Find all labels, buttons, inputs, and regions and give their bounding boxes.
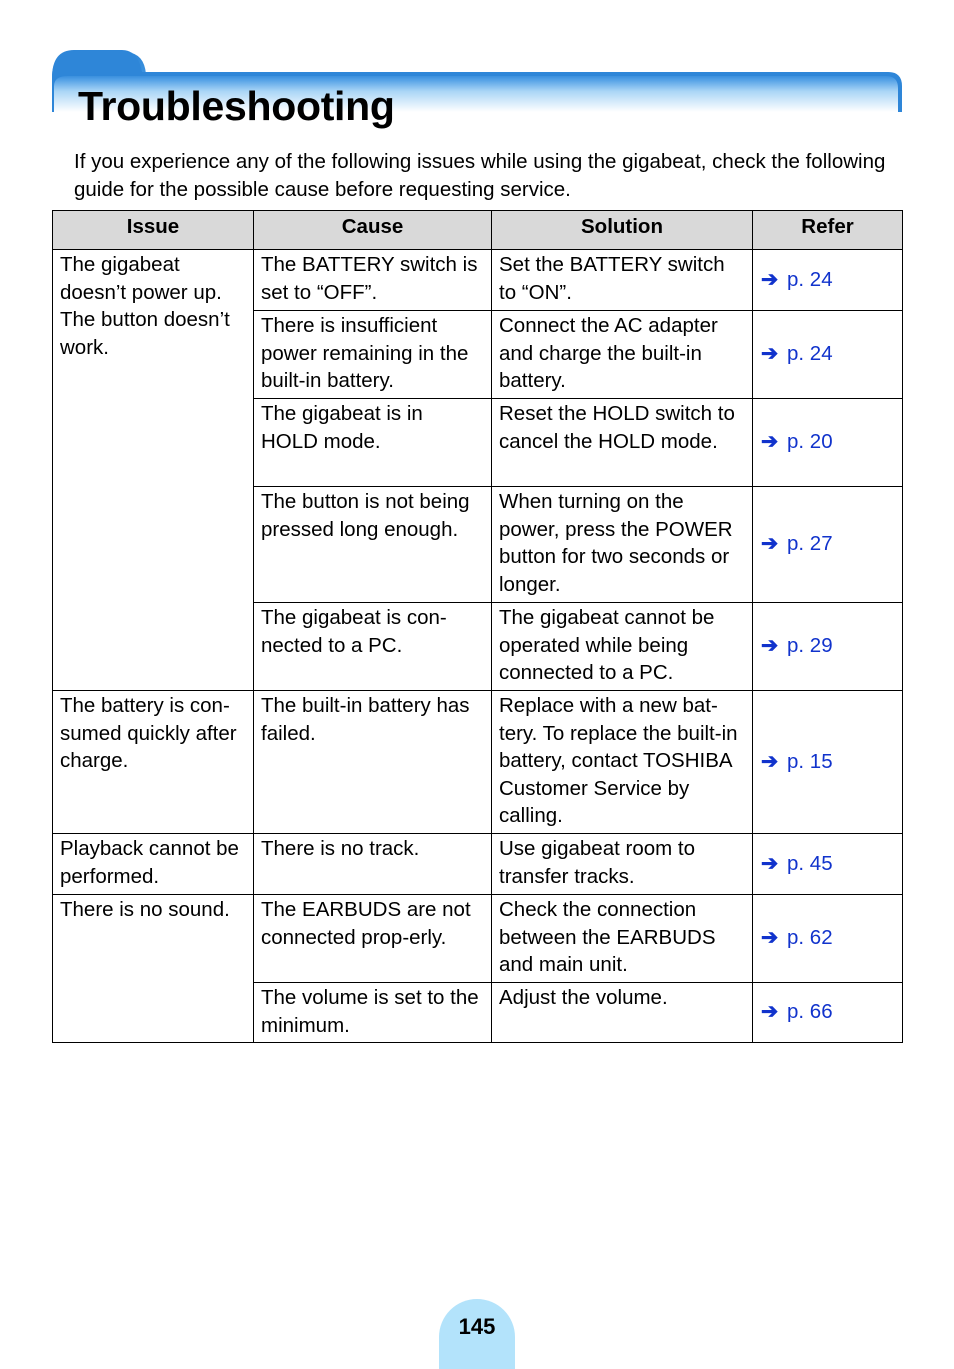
refer-cell	[753, 895, 903, 983]
right-arrow-icon: ➔	[761, 851, 779, 875]
issue-cell: The battery is con-sumed quickly after charge.	[53, 691, 254, 834]
intro-paragraph: If you experience any of the following issues while using the gigabeat, check the following guide for the possible cause before requesting service.	[74, 150, 886, 201]
page-reference-link[interactable]	[761, 342, 833, 365]
refer-cell	[753, 691, 903, 834]
page-reference-link[interactable]	[761, 634, 833, 657]
page-reference-text: p. 24	[787, 267, 833, 291]
cause-cell: The BATTERY switch is set to “OFF”.	[254, 250, 492, 311]
page-reference-link[interactable]	[761, 532, 833, 555]
right-arrow-icon: ➔	[761, 634, 779, 658]
page-reference-text: p. 66	[787, 1000, 833, 1024]
refer-cell	[753, 487, 903, 603]
page-reference-link[interactable]	[761, 430, 833, 453]
cause-cell: The EARBUDS are not connected prop-erly.	[254, 895, 492, 983]
header-cause: Cause	[254, 211, 492, 250]
issue-cell: Playback cannot be performed.	[53, 834, 254, 895]
table-row	[53, 250, 903, 311]
table-header-row	[53, 211, 903, 250]
page-number: 145	[458, 1314, 496, 1339]
cause-cell: The button is not being pressed long enough.	[254, 487, 492, 603]
refer-cell	[753, 603, 903, 691]
page-reference-link[interactable]	[761, 1000, 833, 1023]
table-row	[53, 691, 903, 834]
page-reference-text: p. 20	[787, 430, 833, 454]
cause-cell: There is insufficient power remaining in the built-in battery.	[254, 311, 492, 399]
right-arrow-icon: ➔	[761, 430, 779, 454]
page-reference-text: p. 62	[787, 926, 833, 950]
issue-cell: The gigabeat doesn’t power up. The button doesn’t work.	[53, 250, 254, 691]
refer-cell	[753, 983, 903, 1043]
cause-cell: The gigabeat is in HOLD mode.	[254, 399, 492, 487]
page-reference-link[interactable]	[761, 268, 833, 291]
page-reference-text: p. 29	[787, 634, 833, 658]
solution-cell: Use gigabeat room to transfer tracks.	[492, 834, 753, 895]
refer-cell	[753, 311, 903, 399]
header-solution: Solution	[492, 211, 753, 250]
page-reference-text: p. 15	[787, 749, 833, 773]
cause-cell: The gigabeat is con-nected to a PC.	[254, 603, 492, 691]
refer-cell	[753, 250, 903, 311]
right-arrow-icon: ➔	[761, 342, 779, 366]
page-title: Troubleshooting	[78, 83, 395, 129]
page-reference-text: p. 24	[787, 342, 833, 366]
solution-cell: Adjust the volume.	[492, 983, 753, 1043]
solution-cell: Set the BATTERY switch to “ON”.	[492, 250, 753, 311]
troubleshooting-table	[52, 210, 903, 1043]
right-arrow-icon: ➔	[761, 532, 779, 556]
right-arrow-icon: ➔	[761, 926, 779, 950]
right-arrow-icon: ➔	[761, 749, 779, 773]
table-row	[53, 834, 903, 895]
solution-cell: The gigabeat cannot be operated while being connected to a PC.	[492, 603, 753, 691]
table-row	[53, 895, 903, 983]
solution-cell: Connect the AC adapter and charge the built-in battery.	[492, 311, 753, 399]
issue-cell: There is no sound.	[53, 895, 254, 1043]
page-reference-text: p. 27	[787, 532, 833, 556]
solution-cell: Replace with a new bat-tery. To replace the built-in battery, contact TOSHIBA Customer Service by calling.	[492, 691, 753, 834]
page-reference-link[interactable]	[761, 750, 833, 773]
right-arrow-icon: ➔	[761, 1000, 779, 1024]
solution-cell: Reset the HOLD switch to cancel the HOLD mode.	[492, 399, 753, 487]
page-reference-link[interactable]	[761, 852, 833, 875]
header-issue: Issue	[53, 211, 254, 250]
solution-cell: When turning on the power, press the POWER button for two seconds or longer.	[492, 487, 753, 603]
cause-cell: There is no track.	[254, 834, 492, 895]
page-reference-text: p. 45	[787, 851, 833, 875]
right-arrow-icon: ➔	[761, 267, 779, 291]
cause-cell: The volume is set to the minimum.	[254, 983, 492, 1043]
solution-cell: Check the connection between the EARBUDS and main unit.	[492, 895, 753, 983]
refer-cell	[753, 834, 903, 895]
refer-cell	[753, 399, 903, 487]
cause-cell: The built-in battery has failed.	[254, 691, 492, 834]
page-reference-link[interactable]	[761, 926, 833, 949]
header-refer: Refer	[753, 211, 903, 250]
